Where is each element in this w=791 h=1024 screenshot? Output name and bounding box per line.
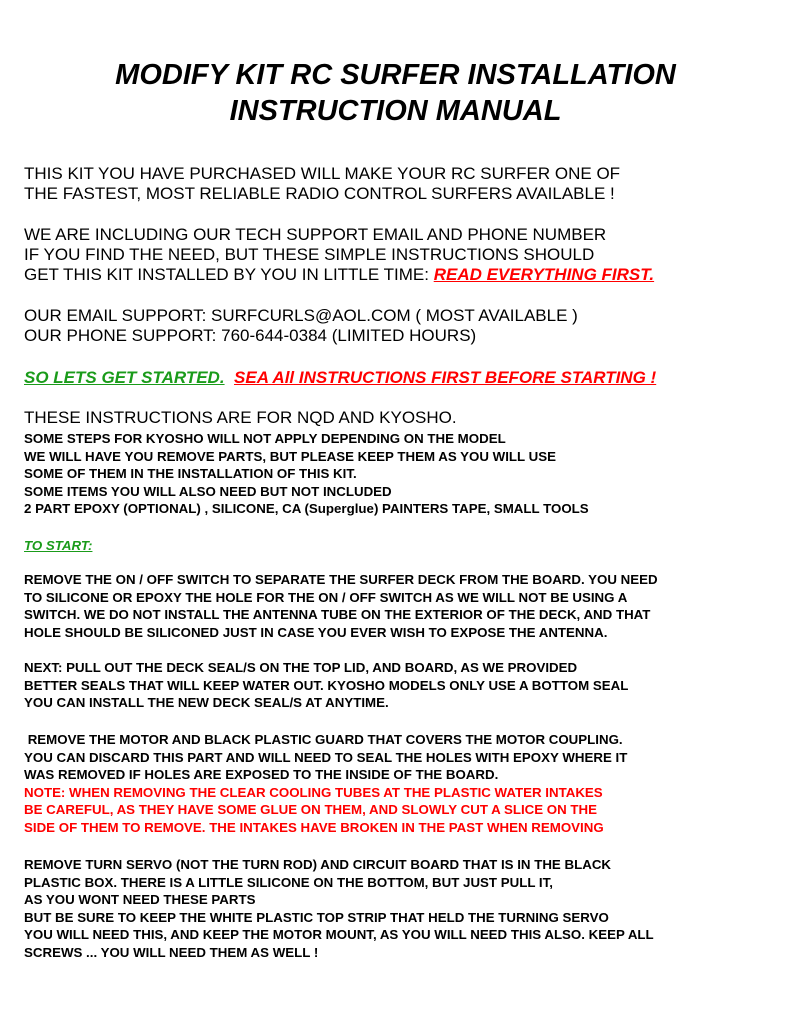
step-line: REMOVE TURN SERVO (NOT THE TURN ROD) AND CIRCUIT BOARD THAT IS IN THE BLACK	[24, 857, 612, 872]
intro-line-with-emphasis	[24, 265, 654, 285]
applies-heading: THESE INSTRUCTIONS ARE FOR NQD AND KYOSHO.	[24, 408, 457, 427]
to-start-label: TO START:	[24, 538, 93, 553]
intro-line: IF YOU FIND THE NEED, BUT THESE SIMPLE INSTRUCTIONS SHOULD	[24, 245, 595, 264]
step-line: TO SILICONE OR EPOXY THE HOLE FOR THE ON / OFF SWITCH AS WE WILL NOT BE USING A	[24, 589, 628, 605]
step-line: YOU CAN DISCARD THIS PART AND WILL NEED TO SEAL THE HOLES WITH EPOXY WHERE IT	[24, 749, 628, 765]
intro-line: THE FASTEST, MOST RELIABLE RADIO CONTROL SURFERS AVAILABLE !	[24, 184, 615, 203]
step-line: YOU WILL NEED THIS, AND KEEP THE MOTOR MOUNT, AS YOU WILL NEED THIS ALSO. KEEP ALL	[24, 927, 654, 943]
step-line: SCREWS ... YOU WILL NEED THEM AS WELL !	[24, 945, 319, 960]
note-line: NOTE: WHEN REMOVING THE CLEAR COOLING TUBES AT THE PLASTIC WATER INTAKES	[24, 784, 603, 800]
lets-get-started: SO LETS GET STARTED.	[24, 368, 225, 387]
applies-line: 2 PART EPOXY (OPTIONAL) , SILICONE, CA (Superglue) PAINTERS TAPE, SMALL TOOLS	[24, 501, 589, 517]
step-line: YOU CAN INSTALL THE NEW DECK SEAL/S AT ANYTIME.	[24, 695, 389, 711]
title-line-2: INSTRUCTION MANUAL	[229, 95, 562, 127]
email-support: OUR EMAIL SUPPORT: SURFCURLS@AOL.COM ( MOST AVAILABLE )	[24, 306, 578, 325]
step-line: AS YOU WONT NEED THESE PARTS	[24, 892, 256, 908]
step-line: NEXT: PULL OUT THE DECK SEAL/S ON THE TOP LID, AND BOARD, AS WE PROVIDED	[24, 660, 578, 675]
step-line: WAS REMOVED IF HOLES ARE EXPOSED TO THE INSIDE OF THE BOARD.	[24, 767, 499, 783]
read-everything-first: READ EVERYTHING FIRST.	[433, 265, 655, 284]
applies-line: SOME ITEMS YOU WILL ALSO NEED BUT NOT INCLUDED	[24, 483, 392, 499]
start-banner	[24, 368, 656, 388]
step-line: BUT BE SURE TO KEEP THE WHITE PLASTIC TOP STRIP THAT HELD THE TURNING SERVO	[24, 909, 609, 925]
title-line-1: MODIFY KIT RC SURFER INSTALLATION	[115, 59, 676, 91]
intro-line: THIS KIT YOU HAVE PURCHASED WILL MAKE YOUR RC SURFER ONE OF	[24, 164, 621, 183]
applies-line: SOME OF THEM IN THE INSTALLATION OF THIS KIT.	[24, 466, 357, 482]
step-line: REMOVE THE MOTOR AND BLACK PLASTIC GUARD THAT COVERS THE MOTOR COUPLING.	[24, 732, 623, 747]
note-line: BE CAREFUL, AS THEY HAVE SOME GLUE ON THEM, AND SLOWLY CUT A SLICE ON THE	[24, 802, 598, 818]
applies-line: SOME STEPS FOR KYOSHO WILL NOT APPLY DEPENDING ON THE MODEL	[24, 431, 506, 446]
step-line: SWITCH. WE DO NOT INSTALL THE ANTENNA TUBE ON THE EXTERIOR OF THE DECK, AND THAT	[24, 607, 651, 623]
read-all-first: SEA All INSTRUCTIONS FIRST BEFORE STARTING !	[234, 368, 657, 387]
step-line: REMOVE THE ON / OFF SWITCH TO SEPARATE THE SURFER DECK FROM THE BOARD. YOU NEED	[24, 572, 658, 587]
intro-line: WE ARE INCLUDING OUR TECH SUPPORT EMAIL AND PHONE NUMBER	[24, 225, 607, 244]
phone-support: OUR PHONE SUPPORT: 760-644-0384 (LIMITED HOURS)	[24, 326, 477, 345]
step-line: HOLE SHOULD BE SILICONED JUST IN CASE YOU EVER WISH TO EXPOSE THE ANTENNA.	[24, 624, 608, 640]
intro-line-text: GET THIS KIT INSTALLED BY YOU IN LITTLE TIME:	[24, 265, 434, 284]
step-line: BETTER SEALS THAT WILL KEEP WATER OUT. KYOSHO MODELS ONLY USE A BOTTOM SEAL	[24, 677, 629, 693]
applies-line: WE WILL HAVE YOU REMOVE PARTS, BUT PLEASE KEEP THEM AS YOU WILL USE	[24, 448, 556, 464]
step-line: PLASTIC BOX. THERE IS A LITTLE SILICONE ON THE BOTTOM, BUT JUST PULL IT,	[24, 874, 553, 890]
note-line: SIDE OF THEM TO REMOVE. THE INTAKES HAVE BROKEN IN THE PAST WHEN REMOVING	[24, 820, 604, 835]
